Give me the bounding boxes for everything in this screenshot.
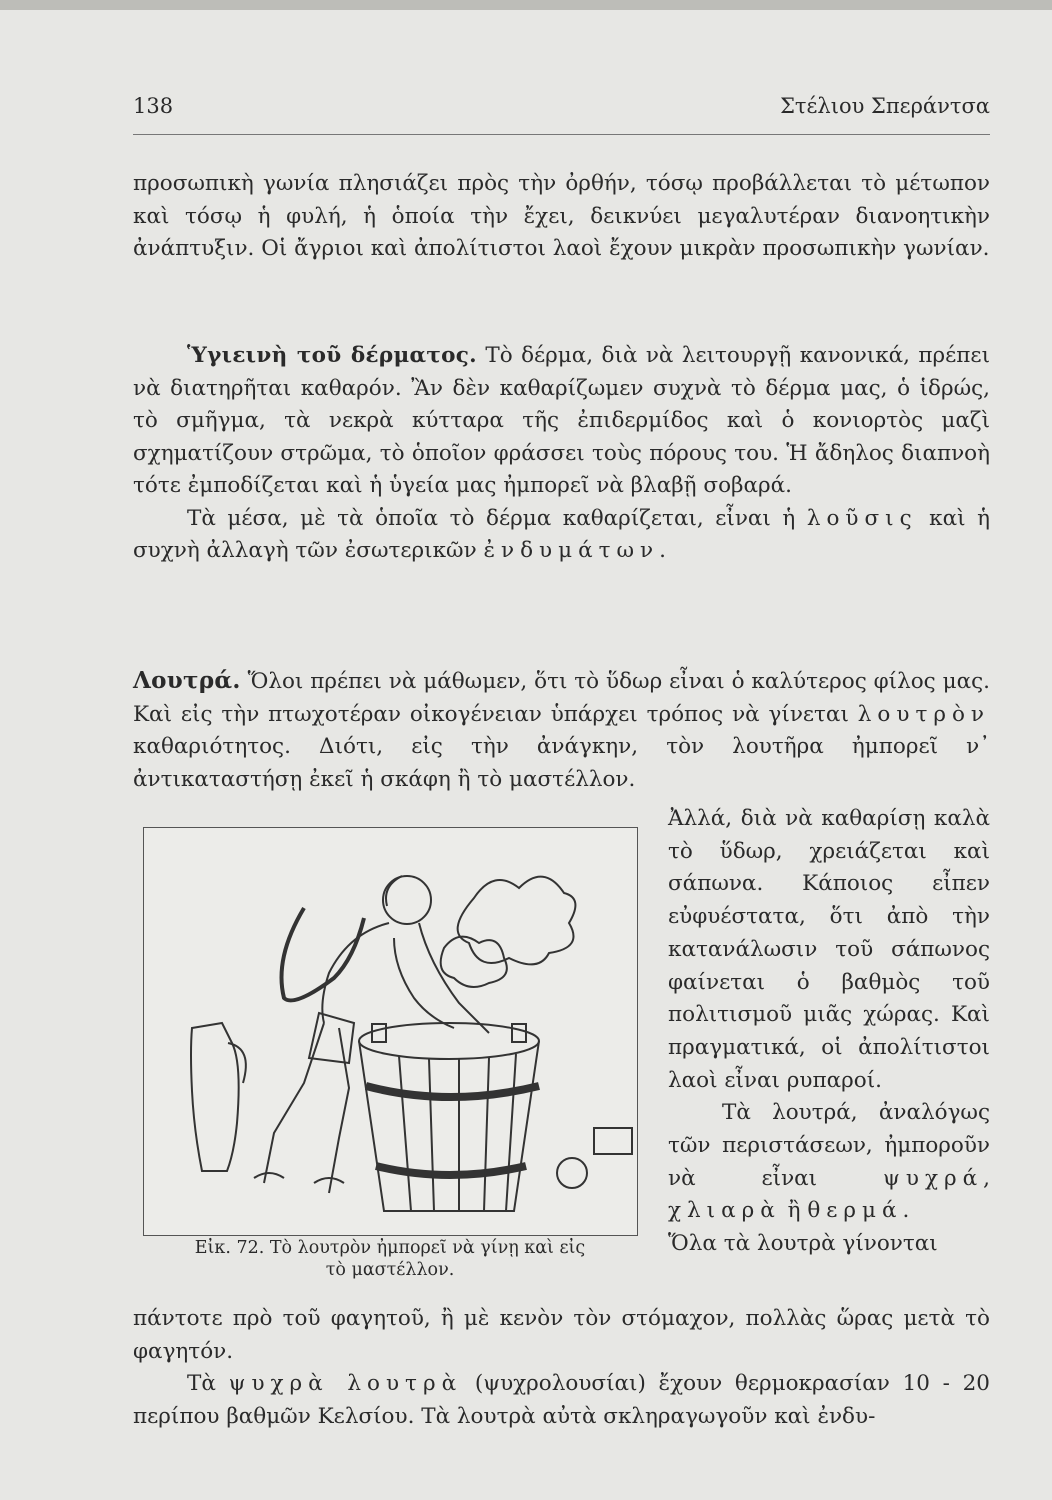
cold-baths-text: (ψυχρολουσίαι) ἔχουν θερμοκρασίαν 10 - 20 περίπου βαθμῶν Κελσίου. Τὰ λουτρὰ αὐτὰ σκληραγωγοῦν καὶ ἐνδυ- xyxy=(133,1371,990,1429)
soap-box-icon xyxy=(594,1128,632,1154)
cleaning-means-text-mid: καὶ ἡ συχνὴ ἀλλαγὴ τῶν ἐσωτερικῶν xyxy=(133,505,991,563)
running-head: Στέλιου Σπεράντσα xyxy=(780,94,990,118)
boy-figure-icon xyxy=(383,876,431,924)
intro-text: προσωπικὴ γωνία πλησιάζει πρὸς τὴν ὀρθήν, τόσῳ προβάλλεται τὸ μέτωπον καὶ τόσῳ ἡ φυλή, ἡ ὁποία τὴν ἔχει, δεικνύει μεγαλυτέραν διανοητικὴν ἀνάπτυξιν. Οἱ ἄγριοι καὶ ἀπολίτιστοι λαοὶ ἔχουν μικρὰν προσωπικὴν γωνίαν. xyxy=(133,171,990,261)
baths-text-start: Ὅλοι πρέπει νὰ μάθωμεν, ὅτι τὸ ὕδωρ εἶναι ὁ καλύτερος φίλος μας. Καὶ εἰς τὴν πτωχοτέραν οἰκογένειαν ὑπάρχει τρόπος νὰ γίνεται xyxy=(133,669,990,727)
bath-types-text: Τὰ λουτρά, ἀναλόγως τῶν περιστάσεων, ἠμποροῦν νὰ εἶναι xyxy=(668,1100,990,1191)
bath-tub-drawing xyxy=(144,828,637,1235)
intro-paragraph xyxy=(133,168,990,266)
or-word: ἢ xyxy=(780,1198,808,1224)
spaced-word-garments: ἐνδυμάτων xyxy=(483,538,660,563)
section-heading-skin-hygiene: Ὑγιεινὴ τοῦ δέρματος. xyxy=(187,343,477,368)
bath-timing-paragraph-start: Ὅλα τὰ λουτρὰ γίνονται xyxy=(668,1231,938,1257)
cleaning-means-paragraph xyxy=(133,503,990,568)
spaced-word-tepid: χλιαρὰ xyxy=(668,1198,781,1224)
spaced-word-hot: θερμά xyxy=(807,1198,903,1224)
soap-paragraph: Ἀλλά, διὰ νὰ καθαρίσῃ καλὰ τὸ ὕδωρ, χρειάζεται καὶ σάπωνα. Κάποιος εἶπεν εὐφυέστατα, ὅτι ἀπὸ τὴν κατανάλωσιν τοῦ σάπωνος φαίνεται ὁ βαθμὸς τοῦ πολιτισμοῦ μιᾶς χώρας. Καὶ πραγματικά, οἱ ἀπολίτιστοι λαοὶ εἶναι ρυπαροί. xyxy=(668,806,990,1093)
steam-cloud-icon xyxy=(458,877,576,965)
section-skin-hygiene xyxy=(133,340,990,568)
skin-hygiene-text: Τὸ δέρμα, διὰ νὰ λειτουργῇ κανονικά, πρέπει νὰ διατηρῆται καθαρόν. Ἂν δὲν καθαρίζωμεν συχνὰ τὸ δέρμα μας, ὁ ἱδρώς, τὸ σμῆγμα, τὰ νεκρὰ κύτταρα τῆς ἐπιδερμίδος καὶ ὁ κονιορτὸς μαζὶ σχηματίζουν στρῶμα, τὸ ὁποῖον φράσσει τοὺς πόρους του. Ἡ ἄδηλος διαπνοὴ τότε ἐμποδίζεται καὶ ἡ ὑγεία μας ἠμπορεῖ νὰ βλαβῇ σοβαρά. xyxy=(133,343,990,498)
skin-hygiene-paragraph xyxy=(133,340,990,503)
cold-baths-prefix: Τὰ xyxy=(187,1371,229,1396)
cleaning-means-text-start: Τὰ μέσα, μὲ τὰ ὁποῖα τὸ δέρμα καθαρίζεται, εἶναι ἡ xyxy=(187,505,807,531)
bottom-paragraphs xyxy=(133,1303,990,1433)
baths-text-end: καθαριότητος. Διότι, εἰς τὴν ἀνάγκην, τὸν λουτῆρα ἠμπορεῖ ν᾽ ἀντικαταστήσῃ ἐκεῖ ἡ σκάφη ἢ τὸ μαστέλλον. xyxy=(133,734,990,792)
scan-top-edge xyxy=(0,0,1052,10)
cleaning-means-text-end: . xyxy=(659,538,666,563)
bath-types-paragraph: Τὰ λουτρά, ἀναλόγως τῶν περιστάσεων, ἠμποροῦν νὰ εἶναι ψυχρά, χλιαρὰ ἢ θερμά. xyxy=(668,1100,990,1224)
section-baths xyxy=(133,665,990,796)
sponge-icon xyxy=(557,1158,587,1188)
figure-caption xyxy=(140,1237,640,1281)
caption-line-2: τὸ μαστέλλον. xyxy=(325,1260,455,1280)
caption-line-1: Εἰκ. 72. Τὸ λουτρὸν ἠμπορεῖ νὰ γίνῃ καὶ εἰς xyxy=(194,1238,586,1258)
water-jug-icon xyxy=(191,1023,239,1171)
page-header xyxy=(133,94,990,135)
spaced-phrase-cold-baths: ψυχρὰ λουτρὰ xyxy=(228,1371,463,1396)
baths-paragraph xyxy=(133,665,990,796)
spaced-word-bath: λουτρὸν xyxy=(857,701,990,727)
page-number: 138 xyxy=(133,94,174,118)
figure-bath-illustration xyxy=(143,827,638,1236)
right-column-text xyxy=(668,803,990,1261)
bath-timing-paragraph-cont: πάντοτε πρὸ τοῦ φαγητοῦ, ἢ μὲ κενὸν τὸν στόμαχον, πολλὰς ὥρας μετὰ τὸ φαγητόν. xyxy=(133,1306,990,1364)
spaced-word-cold: ψυχρά xyxy=(883,1165,984,1191)
section-heading-baths: Λουτρά. xyxy=(133,667,241,694)
spaced-word-bathing: λοῦσις xyxy=(806,505,918,531)
cold-baths-paragraph xyxy=(133,1368,990,1433)
